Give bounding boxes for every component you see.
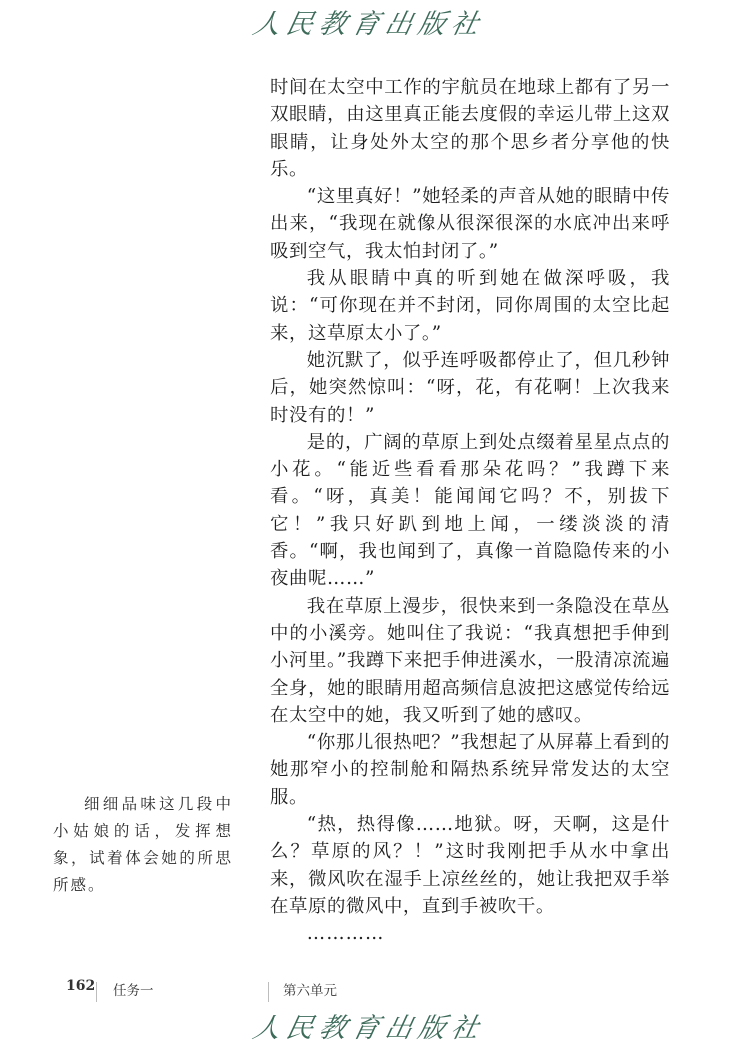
section-label: 任务一: [113, 983, 154, 999]
unit-label: 第六单元: [283, 983, 337, 999]
paragraph: “你那儿很热吧？”我想起了从屏幕上看到的她那窄小的控制舱和隔热系统异常发达的太空服。: [270, 732, 670, 808]
text-omission-ellipsis: …………: [306, 923, 385, 945]
paragraph: “热，热得像……地狱。呀，天啊，这是什么？草原的风？！”这时我刚把手从水中拿出来，微风吹在湿手上凉丝丝的，她让我把双手举在草原的微风中，直到手被吹干。: [270, 814, 670, 917]
paragraph: 是的，广阔的草原上到处点缀着星星点点的小花。“能近些看看那朵花吗？”我蹲下来看。“呀，真美！能闻闻它吗？不，别拔下它！”我只好趴到地上闻，一缕淡淡的清香。“啊，我也闻到了，真像一首隐隐传来的小夜曲呢……”: [270, 431, 670, 590]
page-number: 162: [66, 978, 96, 994]
paragraph: 她沉默了，似乎连呼吸都停止了，但几秒钟后，她突然惊叫：“呀，花，有花啊！上次我来时没有的！”: [270, 349, 670, 426]
main-text-body: [270, 74, 670, 948]
margin-note: [53, 791, 233, 899]
paragraph: “这里真好！”她轻柔的声音从她的眼睛中传出来，“我现在就像从很深很深的水底冲出来呼吸到空气，我太怕封闭了。”: [270, 186, 670, 262]
paragraph: 我在草原上漫步，很快来到一条隐没在草丛中的小溪旁。她叫住了我说：“我真想把手伸到小河里。”我蹲下来把手伸进溪水，一股清凉流遍全身，她的眼睛用超高频信息波把这感觉传给远在太空中的她，我又听到了她的感叹。: [270, 595, 670, 726]
footer-divider: [268, 982, 269, 1002]
margin-note-text: 细细品味这几段中小姑娘的话，发挥想象，试着体会她的所思所感。: [53, 795, 233, 894]
page-footer: [0, 978, 739, 1008]
publisher-logo-footer: 人民教育出版社: [250, 1013, 488, 1044]
paragraph: 时间在太空中工作的宇航员在地球上都有了另一双眼睛，由这里真正能去度假的幸运儿带上这双眼睛，让身处外太空的那个思乡者分享他的快乐。: [270, 77, 670, 180]
paragraph: 我从眼睛中真的听到她在做深呼吸，我说：“可你现在并不封闭，同你周围的太空比起来，这草原太小了。”: [270, 268, 670, 344]
publisher-logo-header: 人民教育出版社: [250, 9, 488, 40]
footer-divider: [96, 982, 97, 1002]
